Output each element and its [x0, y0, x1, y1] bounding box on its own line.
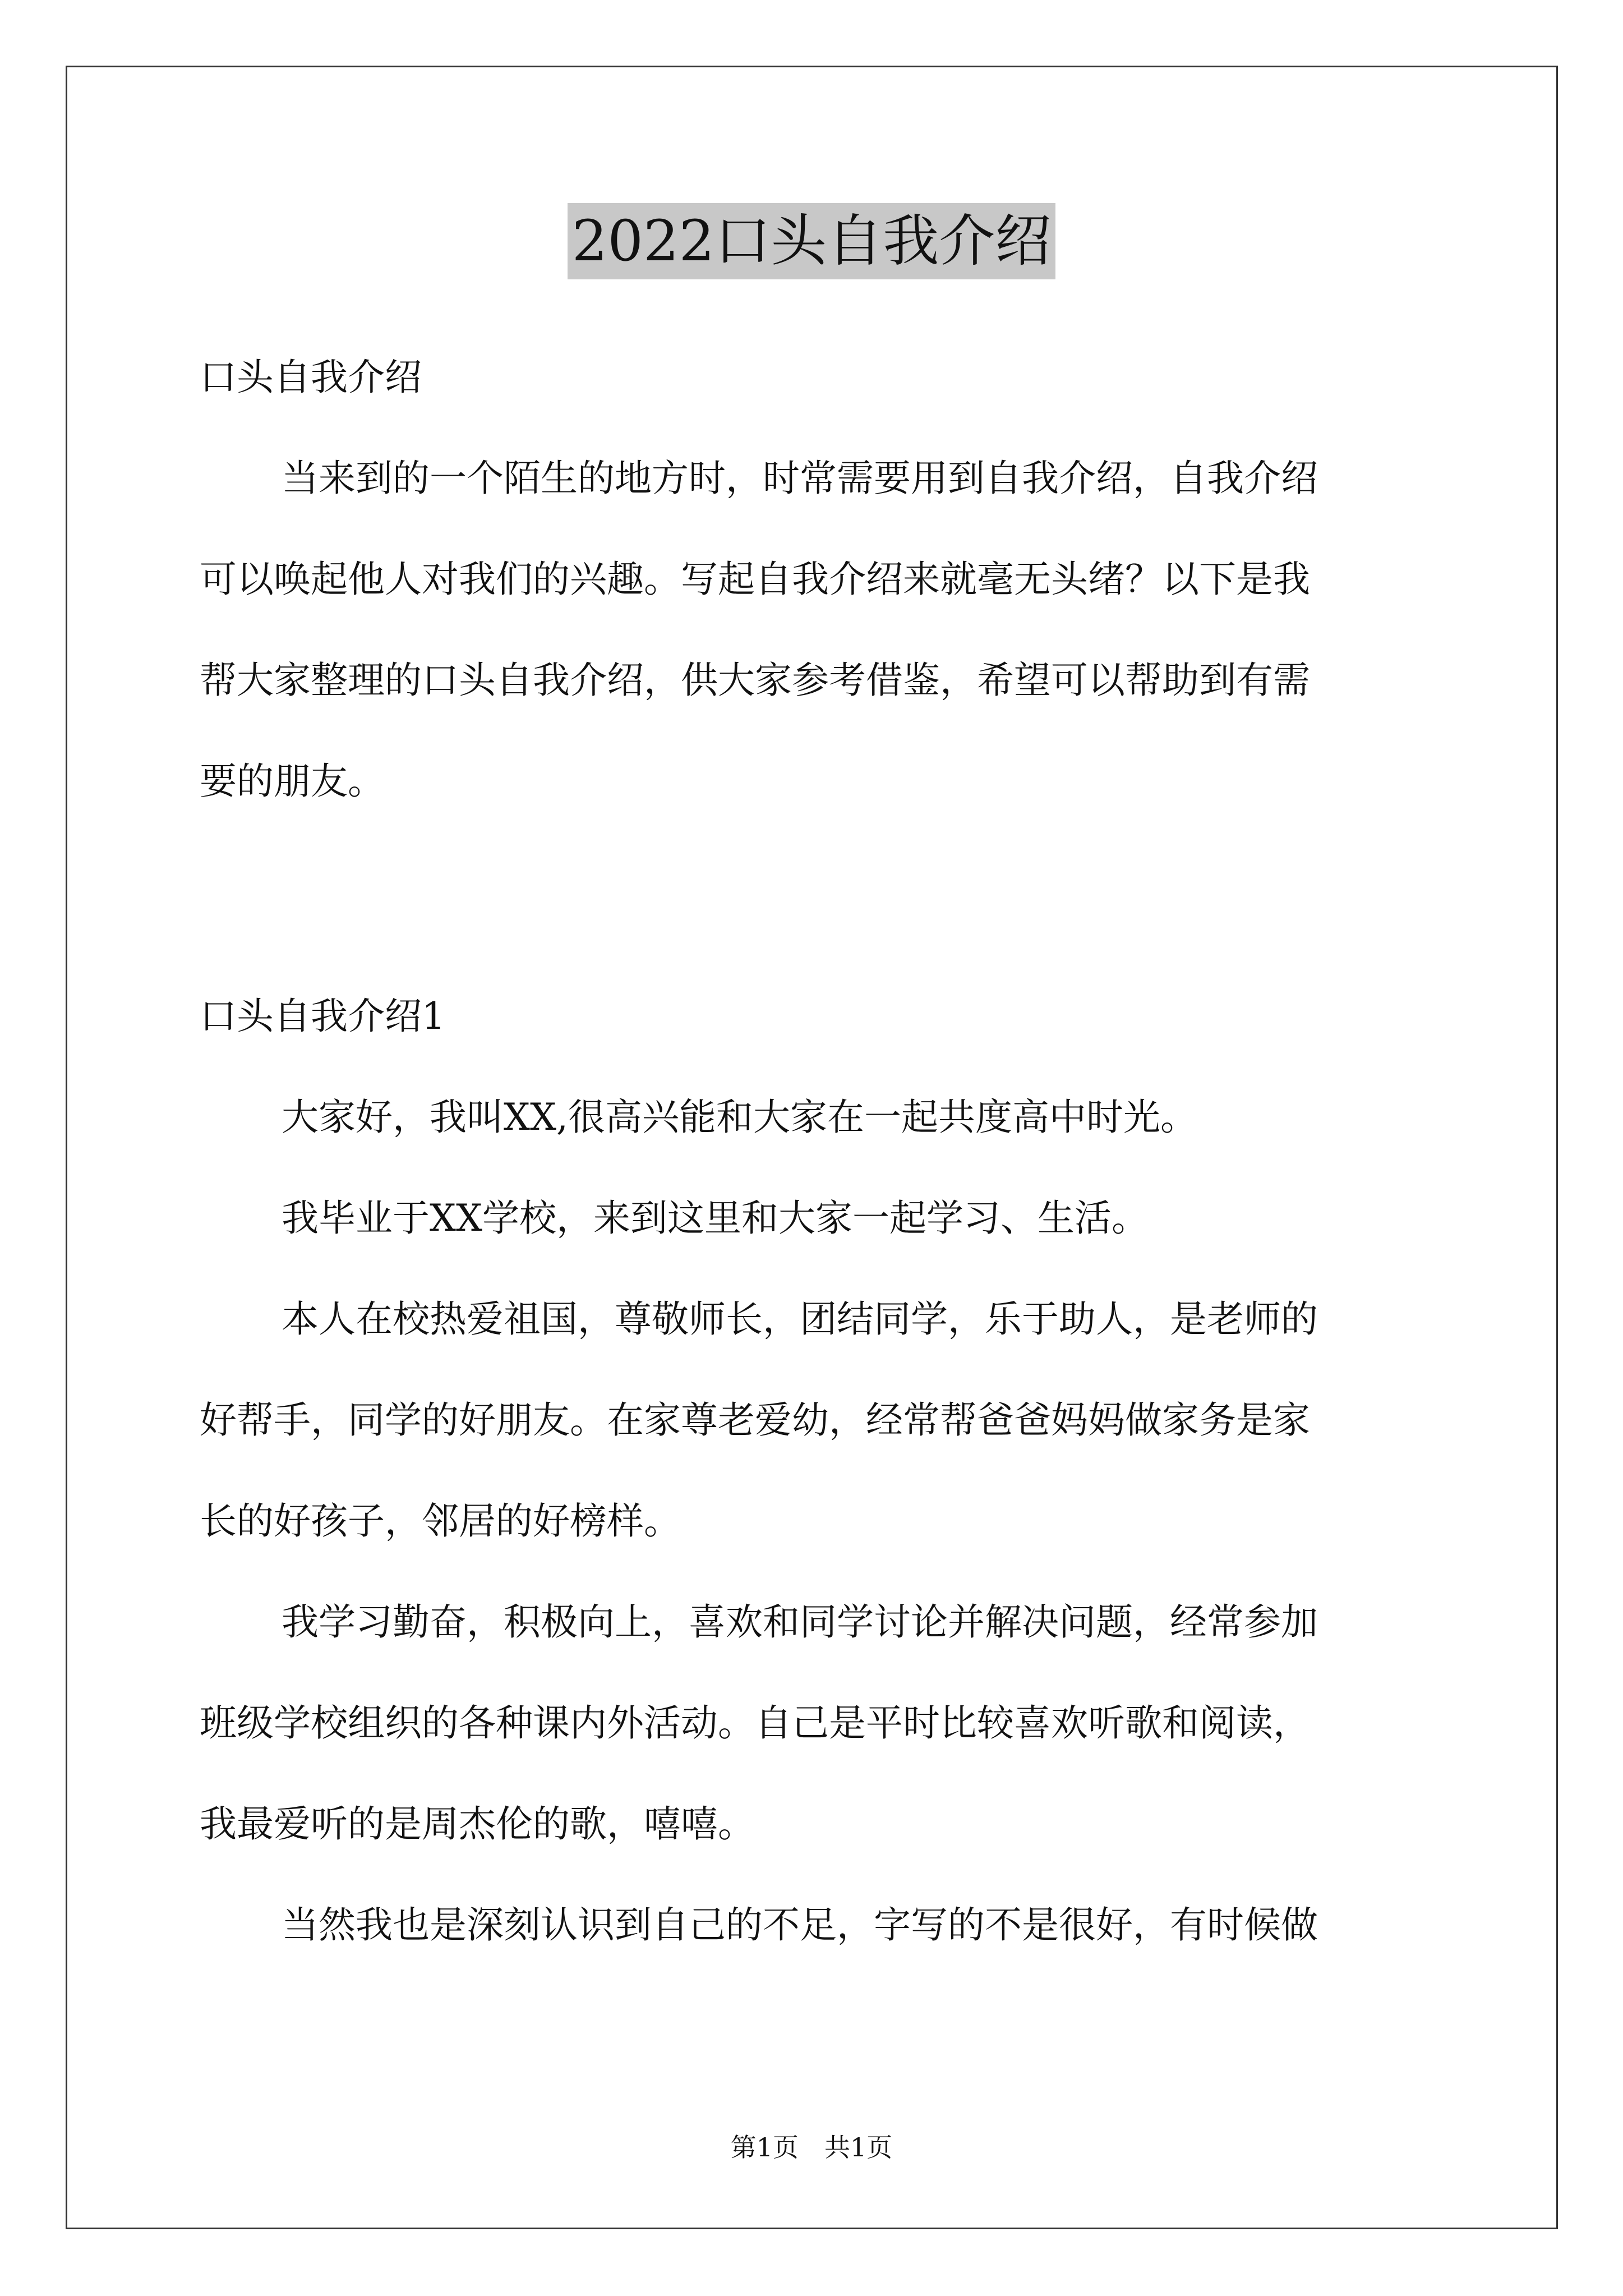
section-1 [200, 966, 1433, 1976]
section-1-line: 班级学校组织的各种课内外活动。自己是平时比较喜欢听歌和阅读， [200, 1701, 1310, 1745]
section-1-line: 大家好，我叫XX,很高兴能和大家在一起共度高中时光。 [282, 1096, 1197, 1139]
intro-line: 当来到的一个陌生的地方时，时常需要用到自我介绍，自我介绍 [282, 457, 1318, 500]
intro-heading: 口头自我介绍 [200, 356, 422, 399]
intro-section [200, 327, 1433, 832]
intro-line: 帮大家整理的口头自我介绍，供大家参考借鉴，希望可以帮助到有需 [200, 659, 1310, 702]
section-1-line: 本人在校热爱祖国，尊敬师长，团结同学，乐于助人，是老师的 [282, 1297, 1318, 1341]
page-number-label: 第1页 共1页 [730, 2132, 893, 2162]
section-1-line: 好帮手，同学的好朋友。在家尊老爱幼，经常帮爸爸妈妈做家务是家 [200, 1398, 1310, 1442]
intro-line: 可以唤起他人对我们的兴趣。写起自我介绍来就毫无头绪？以下是我 [200, 558, 1310, 601]
section-1-line: 当然我也是深刻认识到自己的不足，字写的不是很好，有时候做 [282, 1903, 1318, 1947]
intro-line: 要的朋友。 [200, 760, 385, 803]
title-container [0, 203, 1623, 279]
section-1-line: 我毕业于XX学校，来到这里和大家一起学习、生活。 [282, 1197, 1149, 1240]
page-footer [0, 2131, 1623, 2164]
document-title: 2022口头自我介绍 [568, 203, 1056, 279]
section-1-line: 我最爱听的是周杰伦的歌，嘻嘻。 [200, 1802, 755, 1846]
section-1-line: 长的好孩子，邻居的好榜样。 [200, 1499, 681, 1543]
section-1-line: 我学习勤奋，积极向上，喜欢和同学讨论并解决问题，经常参加 [282, 1600, 1318, 1644]
section-1-heading: 口头自我介绍1 [200, 995, 445, 1038]
